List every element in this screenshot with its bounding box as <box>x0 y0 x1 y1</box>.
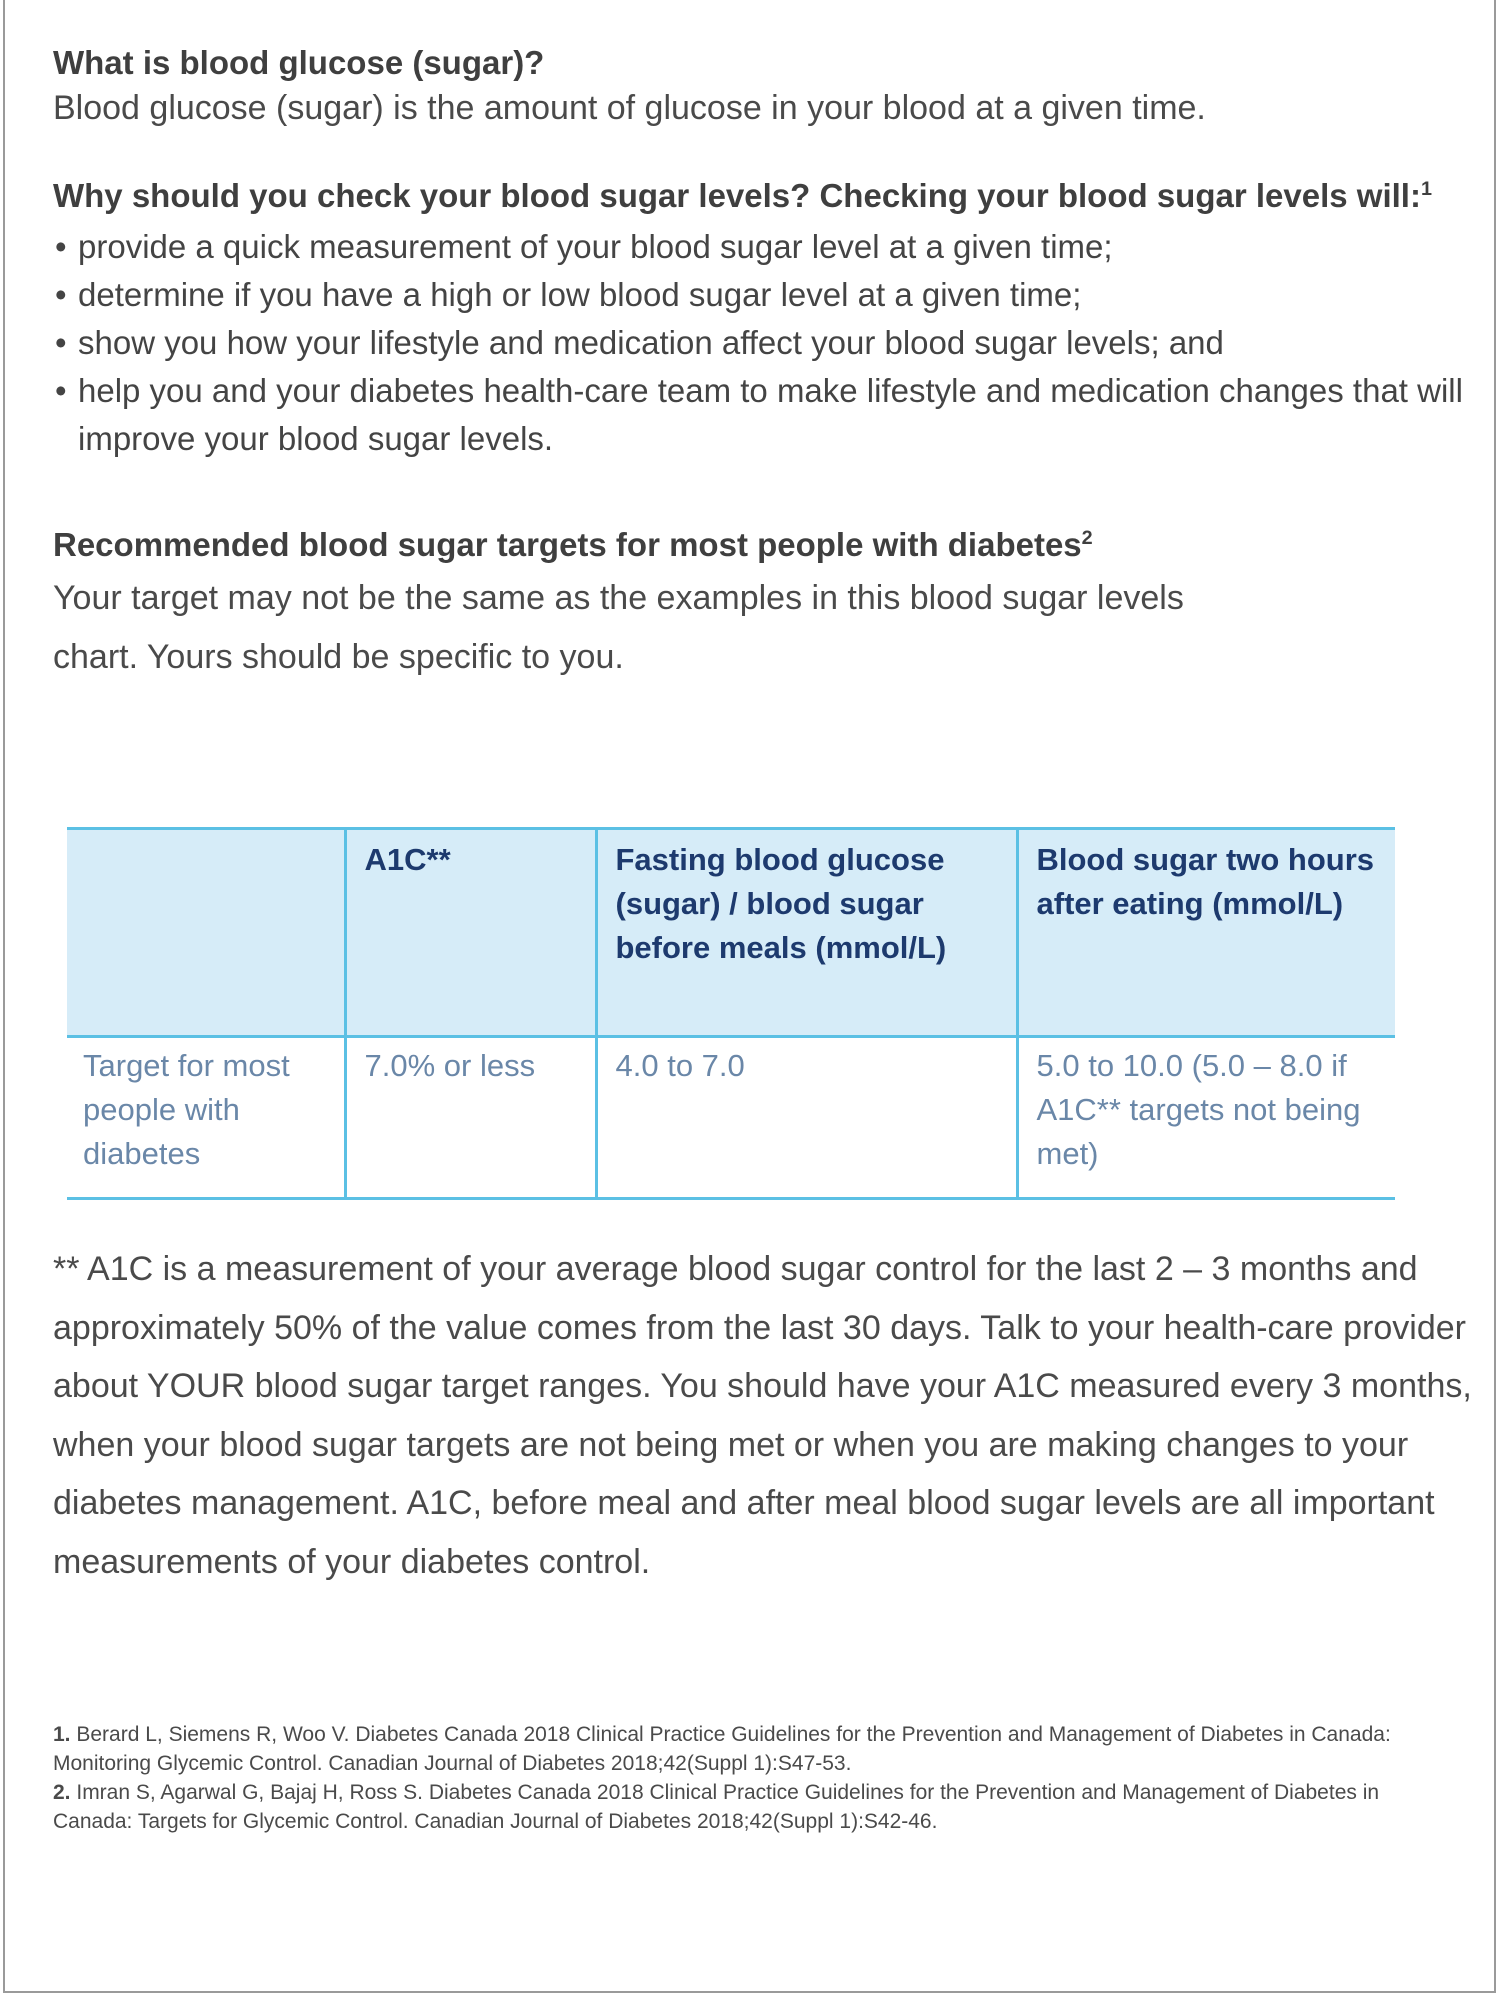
reference-item <box>53 1778 1453 1836</box>
footnote-ref-1: 1 <box>1420 178 1432 200</box>
list-item: • help you and your diabetes health-care team to make lifestyle and medication changes that will improve your blood sugar levels. <box>53 367 1473 463</box>
why-check-heading-text: Why should you check your blood sugar levels? Checking your blood sugar levels will: <box>53 177 1421 214</box>
section-title-why-check <box>53 173 1473 219</box>
table-cell: 7.0% or less <box>345 1037 596 1199</box>
section-title-targets <box>53 521 1473 569</box>
table-cell: 4.0 to 7.0 <box>596 1037 1017 1199</box>
list-item: • determine if you have a high or low blood sugar level at a given time; <box>53 271 1473 319</box>
table-row <box>67 1037 1395 1199</box>
list-item: • provide a quick measurement of your blood sugar level at a given time; <box>53 223 1473 271</box>
table-header-cell: Blood sugar two hours after eating (mmol/L) <box>1017 829 1395 1037</box>
blood-sugar-targets-table <box>67 827 1395 1200</box>
table-header-cell <box>67 829 345 1037</box>
a1c-note: ** A1C is a measurement of your average blood sugar control for the last 2 – 3 months and approximately 50% of the value comes from the last 30 days. Talk to your health-care provider about YOUR blood sugar target ranges. You should have your A1C measured every 3 months, when your blood sugar targets are not being met or when you are making changes to your diabetes management. A1C, before meal and after meal blood sugar levels are all important measurements of your diabetes control. <box>53 1250 1472 1581</box>
references <box>53 1720 1453 1836</box>
table-cell: 5.0 to 10.0 (5.0 – 8.0 if A1C** targets not being met) <box>1017 1037 1395 1199</box>
reference-item <box>53 1720 1453 1778</box>
section-body-what-is-glucose: Blood glucose (sugar) is the amount of glucose in your blood at a given time. <box>53 89 1206 127</box>
table-header-row <box>67 829 1395 1037</box>
main-content <box>53 40 1473 687</box>
reference-number: 1. <box>53 1723 71 1746</box>
list-item: • show you how your lifestyle and medication affect your blood sugar levels; and <box>53 319 1473 367</box>
section-body-targets: Your target may not be the same as the examples in this blood sugar levels chart. Yours should be specific to you. <box>53 579 1184 676</box>
section-title-what-is-glucose: What is blood glucose (sugar)? <box>53 44 545 81</box>
table-header-cell: A1C** <box>345 829 596 1037</box>
targets-heading-text: Recommended blood sugar targets for most people with diabetes <box>53 526 1082 563</box>
table-header-cell: Fasting blood glucose (sugar) / blood sugar before meals (mmol/L) <box>596 829 1017 1037</box>
reference-number: 2. <box>53 1781 71 1804</box>
reference-text: Imran S, Agarwal G, Bajaj H, Ross S. Diabetes Canada 2018 Clinical Practice Guidelines for the Prevention and Management of Diabetes in Canada: Targets for Glycemic Control. Canadian Journal of Diabetes 2018;42(Suppl 1):S42-46. <box>53 1781 1380 1833</box>
footnote-ref-2: 2 <box>1081 527 1093 549</box>
benefits-list <box>53 223 1473 463</box>
reference-text: Berard L, Siemens R, Woo V. Diabetes Canada 2018 Clinical Practice Guidelines for the Prevention and Management of Diabetes in Canada: Monitoring Glycemic Control. Canadian Journal of Diabetes 2018;42(Suppl 1):S47-53. <box>53 1723 1391 1775</box>
table-cell: Target for most people with diabetes <box>67 1037 345 1199</box>
